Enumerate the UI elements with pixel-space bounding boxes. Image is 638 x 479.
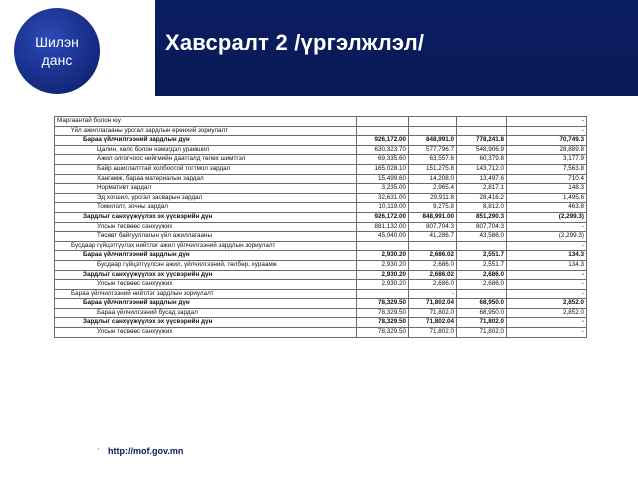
actual-value-cell: 2,686.0: [457, 280, 507, 290]
slide-title: Хавсралт 2 /үргэлжлэл/: [165, 30, 425, 55]
table-row: [55, 212, 587, 222]
plan-value-cell: 881,132.00: [357, 222, 409, 232]
plan-value-cell: 926,172.00: [357, 136, 409, 146]
period-plan-cell: 29,911.8: [409, 193, 457, 203]
table-row: [55, 289, 587, 299]
difference-cell: 148.3: [507, 184, 587, 194]
row-label-cell: Үйл ажиллагааны урсгал зардлын ерөнхий зориулалт: [55, 126, 357, 136]
row-label-cell: Томилолт, зочны зардал: [55, 203, 357, 213]
row-label-cell: Байр ашиглалттай холбоотой тогтмол зардал: [55, 164, 357, 174]
plan-value-cell: 78,329.50: [357, 328, 409, 338]
plan-value-cell: [357, 126, 409, 136]
plan-value-cell: 2,930.20: [357, 251, 409, 261]
difference-cell: -: [507, 117, 587, 127]
period-plan-cell: 71,802.0: [409, 308, 457, 318]
plan-value-cell: 78,329.50: [357, 308, 409, 318]
period-plan-cell: 151,275.8: [409, 164, 457, 174]
table-row: [55, 145, 587, 155]
table-row: [55, 299, 587, 309]
logo-badge: [14, 8, 100, 94]
actual-value-cell: [457, 241, 507, 251]
table-row: [55, 136, 587, 146]
difference-cell: -: [507, 280, 587, 290]
period-plan-cell: [409, 126, 457, 136]
table-row: [55, 251, 587, 261]
period-plan-cell: 71,802.04: [409, 318, 457, 328]
actual-value-cell: 8,812.0: [457, 203, 507, 213]
difference-cell: 463.8: [507, 203, 587, 213]
footer-marker: ': [98, 448, 100, 455]
period-plan-cell: 807,704.3: [409, 222, 457, 232]
difference-cell: 2,852.0: [507, 299, 587, 309]
row-label-cell: Бараа үйлчилгээний бусад зардал: [55, 308, 357, 318]
difference-cell: (2,299.3): [507, 232, 587, 242]
period-plan-cell: 2,686.02: [409, 251, 457, 261]
difference-cell: 2,852.0: [507, 308, 587, 318]
logo-line-2: данс: [41, 52, 73, 68]
row-label-cell: Бараа үйлчилгээний зардлын дүн: [55, 136, 357, 146]
row-label-cell: Бараа үйлчилгээний зардлын дүн: [55, 251, 357, 261]
difference-cell: 1,495.6: [507, 193, 587, 203]
actual-value-cell: 60,379.8: [457, 155, 507, 165]
row-label-cell: Маргаантай болон юу: [55, 117, 357, 127]
row-label-cell: Хангамж, бараа материалын зардал: [55, 174, 357, 184]
difference-cell: -: [507, 289, 587, 299]
actual-value-cell: 2,817.1: [457, 184, 507, 194]
actual-value-cell: [457, 289, 507, 299]
plan-value-cell: 10,119.00: [357, 203, 409, 213]
period-plan-cell: 848,991.00: [409, 212, 457, 222]
row-label-cell: Нормативт зардал: [55, 184, 357, 194]
table-row: [55, 193, 587, 203]
actual-value-cell: 851,290.3: [457, 212, 507, 222]
period-plan-cell: [409, 117, 457, 127]
period-plan-cell: 577,796.7: [409, 145, 457, 155]
actual-value-cell: 68,950.0: [457, 308, 507, 318]
plan-value-cell: 630,323.70: [357, 145, 409, 155]
difference-cell: 134.3: [507, 251, 587, 261]
plan-value-cell: 78,329.50: [357, 299, 409, 309]
difference-cell: -: [507, 126, 587, 136]
difference-cell: 70,749.3: [507, 136, 587, 146]
row-label-cell: Бараа үйлчилгээний нийтлэг зардлын зориулалт: [55, 289, 357, 299]
actual-value-cell: 778,241.8: [457, 136, 507, 146]
period-plan-cell: [409, 241, 457, 251]
difference-cell: 28,889.8: [507, 145, 587, 155]
plan-value-cell: 926,172.00: [357, 212, 409, 222]
row-label-cell: Улсын төсвөөс санхүүжих: [55, 222, 357, 232]
period-plan-cell: 2,686.02: [409, 270, 457, 280]
table-row: [55, 174, 587, 184]
row-label-cell: Төсөвт байгууллагын үйл ажиллагааны: [55, 232, 357, 242]
actual-value-cell: 43,586.0: [457, 232, 507, 242]
table-row: [55, 203, 587, 213]
table-row: [55, 232, 587, 242]
row-label-cell: Эд хогшил, урсгал засварын зардал: [55, 193, 357, 203]
period-plan-cell: 2,686.0: [409, 260, 457, 270]
period-plan-cell: 63,557.6: [409, 155, 457, 165]
row-label-cell: Цалин, хөлс болон нэмэгдэл урамшил: [55, 145, 357, 155]
difference-cell: (2,299.3): [507, 212, 587, 222]
actual-value-cell: 71,802.0: [457, 318, 507, 328]
plan-value-cell: 78,329.50: [357, 318, 409, 328]
difference-cell: 3,177.9: [507, 155, 587, 165]
actual-value-cell: [457, 117, 507, 127]
plan-value-cell: 2,930.20: [357, 280, 409, 290]
actual-value-cell: 71,802.0: [457, 328, 507, 338]
actual-value-cell: 548,906.9: [457, 145, 507, 155]
period-plan-cell: 14,208.0: [409, 174, 457, 184]
actual-value-cell: 13,497.6: [457, 174, 507, 184]
difference-cell: 710.4: [507, 174, 587, 184]
actual-value-cell: 143,712.0: [457, 164, 507, 174]
table-row: [55, 328, 587, 338]
plan-value-cell: 45,040.00: [357, 232, 409, 242]
table-row: [55, 318, 587, 328]
actual-value-cell: 28,416.2: [457, 193, 507, 203]
table-row: [55, 184, 587, 194]
period-plan-cell: 41,286.7: [409, 232, 457, 242]
period-plan-cell: -: [409, 289, 457, 299]
plan-value-cell: 165,028.10: [357, 164, 409, 174]
row-label-cell: Зардлыг санхүүжүүлэх эх үүсвэрийн дүн: [55, 270, 357, 280]
plan-value-cell: [357, 117, 409, 127]
row-label-cell: Зардлыг санхүүжүүлэх эх үүсвэрийн дүн: [55, 318, 357, 328]
difference-cell: -: [507, 241, 587, 251]
header-bar: [0, 0, 638, 96]
table-row: [55, 222, 587, 232]
difference-cell: 7,563.8: [507, 164, 587, 174]
row-label-cell: Улсын төсвөөс санхүүжих: [55, 280, 357, 290]
table-row: [55, 155, 587, 165]
actual-value-cell: 68,950.0: [457, 299, 507, 309]
table-row: [55, 270, 587, 280]
plan-value-cell: [357, 289, 409, 299]
row-label-cell: Бусдаар гүйцэтгүүлсэн ажил, үйлчилгээний, төлбөр, хураамж: [55, 260, 357, 270]
logo-line-1: Шилэн: [35, 34, 79, 50]
row-label-cell: Бусдаар гүйцэтгүүлэх нийтлэг ажил үйлчилгээний зардлын зориулалт: [55, 241, 357, 251]
actual-value-cell: 2,551.7: [457, 251, 507, 261]
difference-cell: -: [507, 328, 587, 338]
difference-cell: 134.3: [507, 260, 587, 270]
period-plan-cell: 9,275.8: [409, 203, 457, 213]
row-label-cell: Зардлыг санхүүжүүлэх эх үүсвэрийн дүн: [55, 212, 357, 222]
plan-value-cell: 15,499.60: [357, 174, 409, 184]
difference-cell: -: [507, 318, 587, 328]
actual-value-cell: 2,686.0: [457, 270, 507, 280]
footer-url-link[interactable]: http://mof.gov.mn: [108, 446, 184, 456]
actual-value-cell: 807,704.3: [457, 222, 507, 232]
difference-cell: -: [507, 270, 587, 280]
table-row: [55, 308, 587, 318]
table-row: [55, 260, 587, 270]
plan-value-cell: 2,930.20: [357, 270, 409, 280]
period-plan-cell: 2,686.0: [409, 280, 457, 290]
budget-table-container: [54, 116, 586, 338]
row-label-cell: Ажил олгогчоос нийгмийн даатгалд төлөх шимтгэл: [55, 155, 357, 165]
plan-value-cell: 3,235.00: [357, 184, 409, 194]
plan-value-cell: 32,631.00: [357, 193, 409, 203]
table-row: [55, 280, 587, 290]
actual-value-cell: 2,551.7: [457, 260, 507, 270]
difference-cell: -: [507, 222, 587, 232]
period-plan-cell: 71,802.0: [409, 328, 457, 338]
table-row: [55, 164, 587, 174]
table-row: [55, 241, 587, 251]
period-plan-cell: 71,802.04: [409, 299, 457, 309]
table-row: [55, 117, 587, 127]
period-plan-cell: 2,965.4: [409, 184, 457, 194]
budget-table: [54, 116, 587, 338]
plan-value-cell: 69,335.60: [357, 155, 409, 165]
plan-value-cell: [357, 241, 409, 251]
row-label-cell: Улсын төсвөөс санхүүжих: [55, 328, 357, 338]
plan-value-cell: 2,930.20: [357, 260, 409, 270]
period-plan-cell: 848,991.0: [409, 136, 457, 146]
row-label-cell: Бараа үйлчилгээний зардлын дүн: [55, 299, 357, 309]
table-row: [55, 126, 587, 136]
actual-value-cell: [457, 126, 507, 136]
